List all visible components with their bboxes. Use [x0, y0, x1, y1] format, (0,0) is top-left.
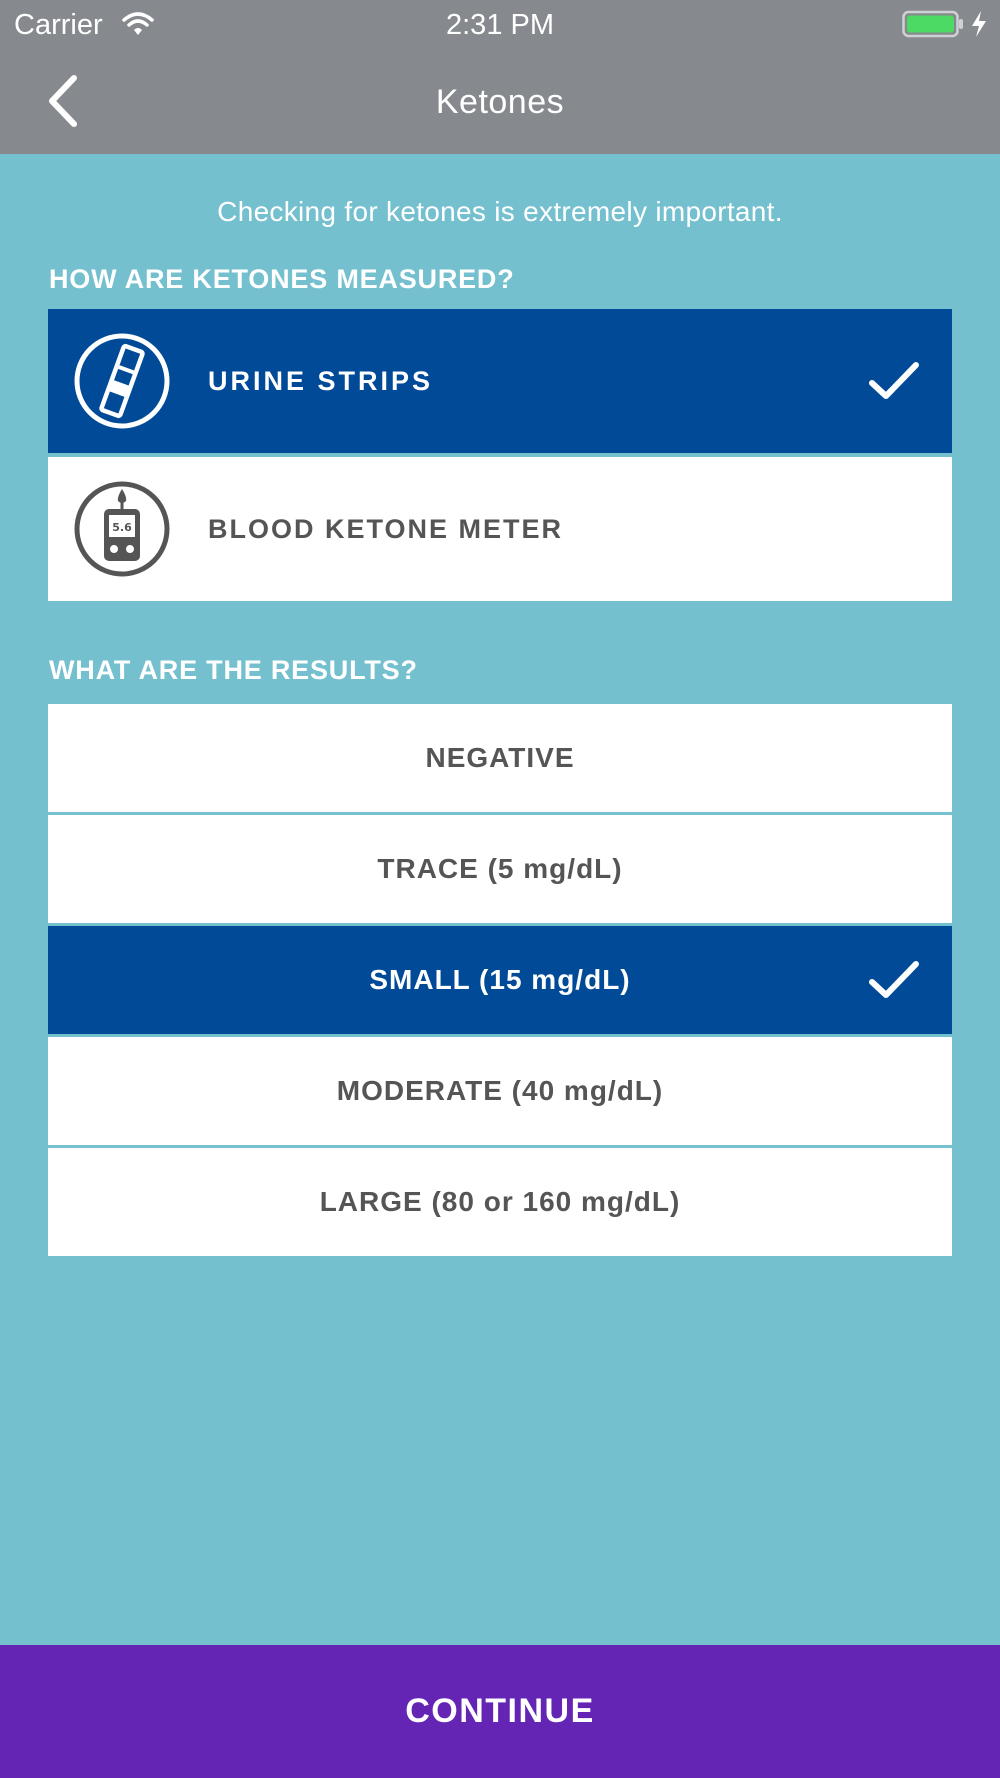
meter-reading: 5.6 — [112, 521, 132, 534]
continue-button[interactable]: CONTINUE — [0, 1645, 1000, 1778]
result-option-moderate[interactable] — [48, 1037, 952, 1145]
result-label: TRACE (5 mg/dL) — [377, 853, 623, 884]
navigation-bar — [0, 50, 1000, 154]
option-blood-ketone-meter[interactable] — [48, 457, 952, 601]
carrier-label: Carrier — [14, 9, 103, 41]
battery-icon — [902, 10, 964, 38]
result-label: SMALL (15 mg/dL) — [369, 964, 631, 995]
measurement-heading: HOW ARE KETONES MEASURED? — [49, 264, 515, 294]
clock: 2:31 PM — [446, 9, 554, 41]
result-label: MODERATE (40 mg/dL) — [336, 1075, 664, 1106]
checkmark-icon — [868, 960, 920, 1000]
urine-strips-label: URINE STRIPS — [208, 366, 434, 396]
intro-text: Checking for ketones is extremely important. — [217, 196, 783, 227]
option-urine-strips[interactable] — [48, 309, 952, 453]
charging-bolt-icon — [970, 10, 988, 38]
status-bar — [0, 0, 1000, 50]
blood-ketone-meter-label: BLOOD KETONE METER — [208, 514, 564, 544]
result-option-trace[interactable] — [48, 815, 952, 923]
page-title: Ketones — [435, 83, 565, 121]
results-heading: WHAT ARE THE RESULTS? — [49, 655, 418, 685]
result-label: NEGATIVE — [425, 742, 575, 773]
result-option-negative[interactable] — [48, 704, 952, 812]
result-option-small[interactable] — [48, 926, 952, 1034]
checkmark-icon — [868, 361, 920, 401]
result-label: LARGE (80 or 160 mg/dL) — [319, 1186, 681, 1217]
result-option-large[interactable] — [48, 1148, 952, 1256]
blood-meter-icon — [74, 481, 170, 577]
urine-strip-icon — [74, 333, 170, 429]
